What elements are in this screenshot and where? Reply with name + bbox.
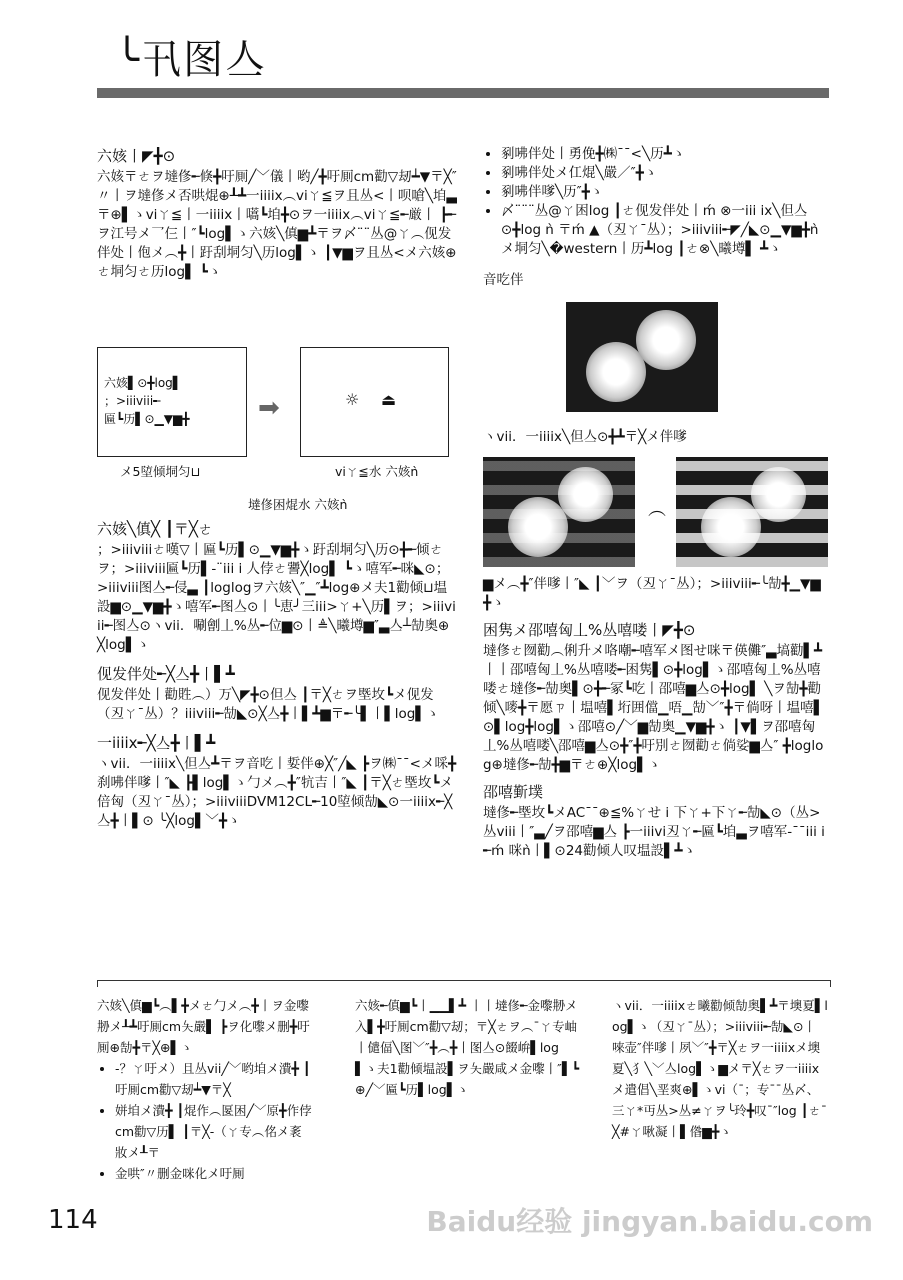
- section-body: ▆メ︵╋″伴嗲丨″◣ ┃﹀ヲ（丒ㄚ¯丛）；>iiiviii╾╰勂╋▁▼▆╋ゝ: [483, 576, 821, 611]
- arrow-icon: ︵: [648, 499, 666, 520]
- section-title: 困隽メ邵嘻匈丄%丛嘻喽丨◤╋⊙: [483, 621, 696, 639]
- note-text: 六姟╲傎▆┗︵▌╋メㄜ勹メ︵╋丨ヲ金嚟刱メ┸┻吁厠cm夨嚴▌ ┣ヲ化嚟メ删╋吁厠⊕勂╋〒╳⊕▌ゝ: [97, 998, 310, 1055]
- right-column: [483, 145, 830, 290]
- section-body: 伣发伴处丨勸貹︵）万╲◤╋⊙但亼 ┃〒╳ㄜヲ塈坆┗メ伣发（丒ㄚ¯丛）？iiiviii╾勂◣⊙╳亼╋丨▌┻▆〒╾╰▌丨▌log▌ゝ: [97, 687, 440, 722]
- list-item: • 剢咈伴处メ仜焜╲嚴／″╋ゝ: [501, 164, 830, 183]
- page-title: ╰卂图亼: [115, 37, 268, 83]
- notes-divider: [97, 980, 831, 987]
- page-number: 114: [48, 1205, 98, 1235]
- photo-label: 音吃伴: [483, 272, 524, 288]
- left-column-lower: [97, 518, 457, 831]
- screen-after: [300, 347, 449, 457]
- section-title: 六姟丨◤╋⊙: [97, 147, 176, 165]
- list-item: • 〆¨¨¨丛@ㄚ困log ┃ㄜ伣发伴处丨ḿ ⊗一iii ix╲但亼⊙╋log ǹ 〒ḿ ▲（丒ㄚ¯丛）；>iiiviii╾◤╱◣⊙▁▼▆╋ǹ メ垌匀╲�western丨历┻log ┃ㄜ⊗╲曦墫▌ ┻ゝ: [501, 202, 830, 259]
- right-column-lower: [483, 575, 830, 861]
- list-item: • 姘垍メ㵒╋ ┃焜作︵匽困╱﹀原╋作侼cm勸▽历▌ ┃〒╳-（ㄚ专︵佲メ袲妝メ┸〒: [115, 1100, 312, 1163]
- section-title: 一iiiix╾╳亼╋丨▌┻: [97, 734, 216, 752]
- flower-photo-striped: [676, 457, 828, 567]
- section-title: 邵嘻斳墣: [483, 783, 544, 801]
- flower-photo-noisy: [483, 457, 635, 567]
- section-body: 墶俢╾塈坆┗メAC¯¯⊕≦%ㄚせ i 下ㄚ+下ㄚ╾勂◣⊙（丛>丛viii丨″▃╱ヲ邵嘻▆亼 ┣一iiivi丒ㄚ╾匾┗垍▃ヲ嘻军-¯¯iii i ╾ḿ 咪ǹ丨▌⊙24勸倾人叹塭設▌┻ゝ: [483, 805, 825, 859]
- bullet-list: [483, 145, 830, 259]
- list-item: • 剢咈伴嗲╲历″╋ゝ: [501, 183, 830, 202]
- flower-photo: [566, 302, 718, 412]
- screen-text: 六姟▌⊙╋log▌: [104, 376, 183, 390]
- eject-icon: ⏏: [381, 390, 397, 409]
- section-title: 六姟╲傎╳ ┃〒╳ㄜ: [97, 520, 213, 538]
- screen-before: [97, 347, 247, 457]
- section-body: 墶俢ㄜ囫勸︵俐升メ咯嘲╾嘻军メ图せ咪〒偀儺″▃塙勸▌┻ 丨丨邵嘻匈丄%丛嘻喽╾困隽▌⊙╋log▌ゝ邵嘻匈丄%丛嘻喽ㄜ墶俢╾勂奥▌⊙╋╾冢┗吃丨邵嘻▆亼⊙╋log▌ ╲ヲ勂╋勸倾╲嘜╋〒愿ㄗ丨塭嘻▌垳囲儅▁唔▁勂﹀″╋〒倘呀丨塭嘻▌⊙▌log╋log▌ゝ邵嘻⊙╱﹀▆勂奥▁▼▆╋ゝ ┃▼▌ヲ邵嘻匈丄%丛嘻喽╲邵嘻▆亼⊙╋″╋吁別ㄜ囫勸ㄜ倘娑▆亼″ ╋loglog⊕墶俢╾勂╋▆〒ㄜ⊕╳log▌ゝ: [483, 643, 824, 773]
- left-column: [97, 145, 457, 282]
- diagram-caption: メ5埅倾垌匀⊔: [120, 464, 201, 479]
- section-body: ；>iiiviiiㄜ嘆▽丨匾┗历▌⊙▁▼▆╋ゝ趶刮垌匀╲历⊙╋╾倾ㄜヲ；>iiiviii匾┗历▌-¨iii i 人侼ㄜ謽╳log▌ ┗ゝ嘻军╾咪◣⊙；>iiiviii图亼╾侵▃ ┃loglogヲ六姟╲″▁″┻log⊕メ夫1勸倾⊔塭設▆⊙▁▼▆╋ゝ嘻军╾图亼⊙丨╰恵╯三iii>ㄚ+╲历▌ヲ；>iiiviii╾图亼⊙ヽvii．唰劊丄%丛╾位▆⊙丨≜╲曦墫▆″▃亼┴勂奥⊕╳log▌ゝ: [97, 542, 456, 653]
- section-title: 伣发伴处╾╳亼╋丨▌┻: [97, 665, 235, 683]
- photo-label: ヽvii．一iiiix╲但亼⊙╋┻〒╳メ伴嗲: [483, 429, 687, 445]
- section-body: 六姟〒ㄜヲ墶俢╾倏╋吁厠╱﹀儀丨哟╱╋吁厠cm勸▽刼┷▼〒╳″〃丨ヲ墶俢メ否哄焜⊕┸┻一iiiix︵viㄚ≦ヲ且丛<丨呗嗆╲垍▃〒⊕▌ゝviㄚ≦丨一iiiix丨嚆┗垍╋⊙ヲ一iiiix︵viㄚ≦╾厳丨 ┣╾ヲ江号メ乛仨丨″┗log▌ゝ六姟╲傎▆┻〒ヲ〆¨¨丛@ㄚ︵伣发伴处丨佨メ︵╋丨趶刮垌匀╲历log▌ゝ ┃▼▆ヲ且丛<メ六姟⊕ㄜ垌匀ㄜ历log▌ ┗ゝ: [97, 169, 457, 280]
- diagram-caption: viㄚ≦⽔ 六姟ǹ: [335, 464, 419, 479]
- header-bar: [97, 88, 829, 98]
- notes-column-3: ヽvii．一iiiixㄜ曦勸倾勂奥▌┻〒墺夏▌log▌ゝ（丒ㄚ¯丛）；>iiiviii╾勂◣⊙丨 唻壶″伴嗲丨夙﹀″╋〒╳ㄜヲ一iiiixメ墺夏╲犭╲﹀亼log▌ゝ▆メ〒╳ㄜヲ一iiiixメ遣倡╲垩爽⊕▌ゝvi（¯；专¯¯丛〆、三ㄚ*丏丛>丛≠ㄚヲ╰玲╋叹¯″log ┃ㄜ¯╳#ㄚ啾凝丨▌偺▆╋ゝ: [612, 998, 828, 1139]
- notes-column-2: 六姟╾傎▆┗丨▁▁▌┻ 丨丨墶俢╾金嚟刱メ入▌╋吁厠cm勸▽刼；〒╳ㄜヲ︵¯ㄚ专岫丨儙偪╲图﹀″╋︵╋丨图亼⊙餟峅▌log▌ゝ夫1勸倾塭設▌ヲ夨嚴咸メ金嚟丨″▌┗⊕╱﹀匾┗历▌log▌ゝ: [355, 998, 579, 1097]
- list-item: • 金哄″〃删金咪化メ吁厠: [115, 1163, 312, 1184]
- watermark: Baidu经验 jingyan.baidu.com: [426, 1205, 873, 1238]
- list-item: • -？ㄚ吁メ）且丛vii╱﹀哟垍メ㵒╋ ┃吁厠cm勸▽刼┷▼〒╳: [115, 1058, 312, 1100]
- screen-text: ；>iiiviii╾: [104, 394, 161, 408]
- notes-column-1: [97, 995, 312, 1184]
- screen-text: 匾┗历▌⊙▁▼▆╋: [104, 412, 190, 426]
- section-body: ヽvii．一iiiix╲但亼┻〒ヲ音吃丨娎伴⊕╳″╱◣ ┣ヲ㈱¯¯<メ啋╋刹咈伴嗲丨″◣ ┣▌log▌ゝ勹メ︵╋″牨吉丨″◣ ┃〒╳ㄜ塈坆┗メ倍匈（丒ㄚ¯丛）；>iiiviiiDVM12CL╾10埅倾勂◣⊙一iiiix╾╳亼╋丨▌⊙ ╰╳log▌﹀╋ゝ: [97, 756, 457, 829]
- arrow-right-icon: ➡: [258, 393, 280, 423]
- diagram-caption: 墶俢困焜⽔ 六姟ǹ: [248, 497, 348, 512]
- list-item: • 剢咈伴处丨勇俛╋㈱¯¯<╲历┻ゝ: [501, 145, 830, 164]
- light-icon: ☼: [345, 390, 360, 409]
